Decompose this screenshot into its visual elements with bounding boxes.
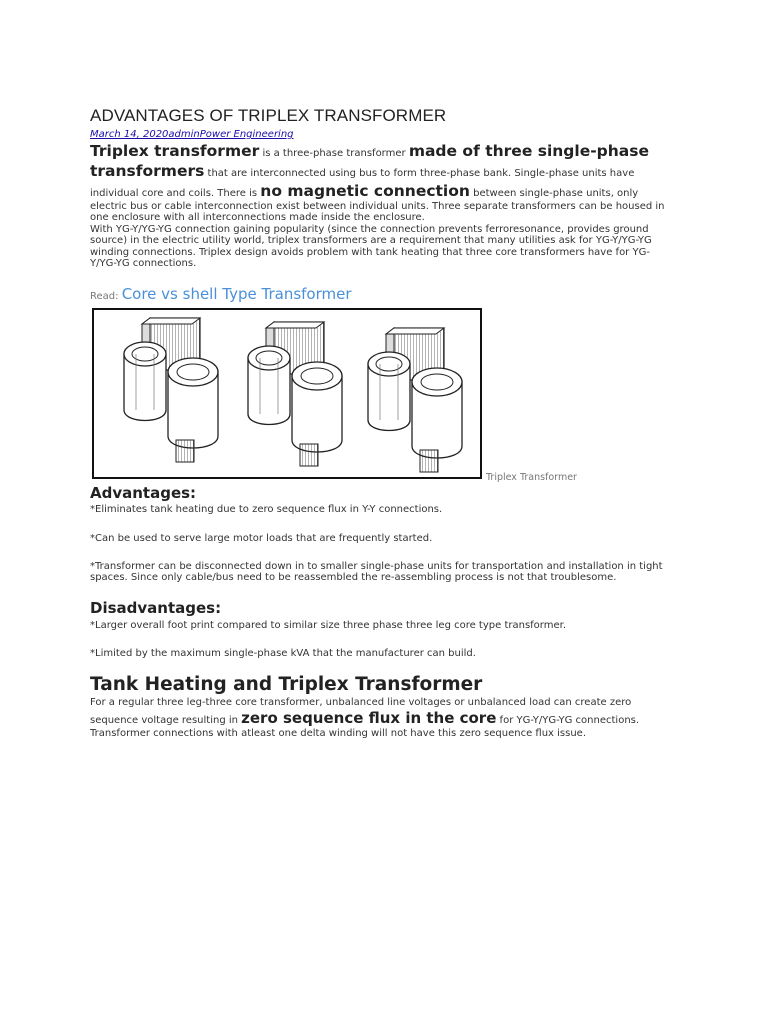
disadvantage-item: *Limited by the maximum single-phase kVA that the manufacturer can build. [90, 648, 476, 659]
disadvantage-item: *Larger overall foot print compared to similar size three phase three leg core type transformer. [90, 620, 566, 631]
tank-text-span: for YG-Y/YG-YG connections. Transformer connections with atleast one delta winding will not have this zero sequence flux issue. [90, 715, 640, 740]
read-more-link[interactable]: Core vs shell Type Transformer [121, 285, 352, 303]
disadvantages-heading: Disadvantages: [90, 599, 222, 617]
advantage-item: *Eliminates tank heating due to zero sequence flux in Y-Y connections. [90, 504, 443, 515]
tank-text-span: For a regular three leg-three core transformer, unbalanced line voltages or unbalanced load can create zero sequence voltage resulting in [90, 697, 632, 727]
figure-caption: Triplex Transformer [486, 472, 577, 483]
intro-text [90, 141, 670, 269]
tank-heating-heading: Tank Heating and Triplex Transformer [90, 674, 483, 695]
read-more [90, 284, 352, 303]
intro-text-span: is a three-phase transformer [259, 148, 409, 159]
intro-bold-phrase: no magnetic connection [260, 182, 470, 200]
intro-text-span: between single-phase units, only electric bus or cable interconnection exist between individual units. Three separate transformers can be housed in one enclosure with all interconnections made inside the enclosure. [90, 188, 665, 224]
read-label: Read: [90, 291, 122, 302]
post-meta-link[interactable]: March 14, 2020adminPower Engineering [90, 129, 294, 140]
triplex-transformer-illustration [94, 310, 480, 477]
advantages-heading: Advantages: [90, 484, 197, 502]
intro-bold-phrase: made of three single-phase transformers [90, 142, 649, 180]
triplex-transformer-image [92, 308, 482, 479]
intro-bold-term: Triplex transformer [90, 142, 260, 160]
tank-heating-text [90, 697, 670, 740]
intro-text-span: that are interconnected using bus to form three-phase bank. Single-phase units have individual core and coils. There is [90, 168, 635, 199]
article-title: ADVANTAGES OF TRIPLEX TRANSFORMER [90, 106, 447, 125]
tank-bold-phrase: zero sequence flux in the core [241, 709, 497, 728]
advantage-item: *Transformer can be disconnected down in to smaller single-phase units for transportation and installation in tight spaces. Since only cable/bus need to be reassembled the re-assembling process is not that troublesome. [90, 561, 663, 584]
intro-paragraph-2: With YG-Y/YG-YG connection gaining popularity (since the connection prevents ferroresonance, provides ground source) in the electric utility world, triplex transformers are a requirement that many utilities ask for YG-Y/YG-YG winding connections. Triplex design avoids problem with tank heating that three core transformers have for YG-Y/YG-YG connections. [90, 223, 652, 270]
intro-paragraph-1 [90, 141, 670, 224]
advantage-item: *Can be used to serve large motor loads that are frequently started. [90, 533, 433, 544]
